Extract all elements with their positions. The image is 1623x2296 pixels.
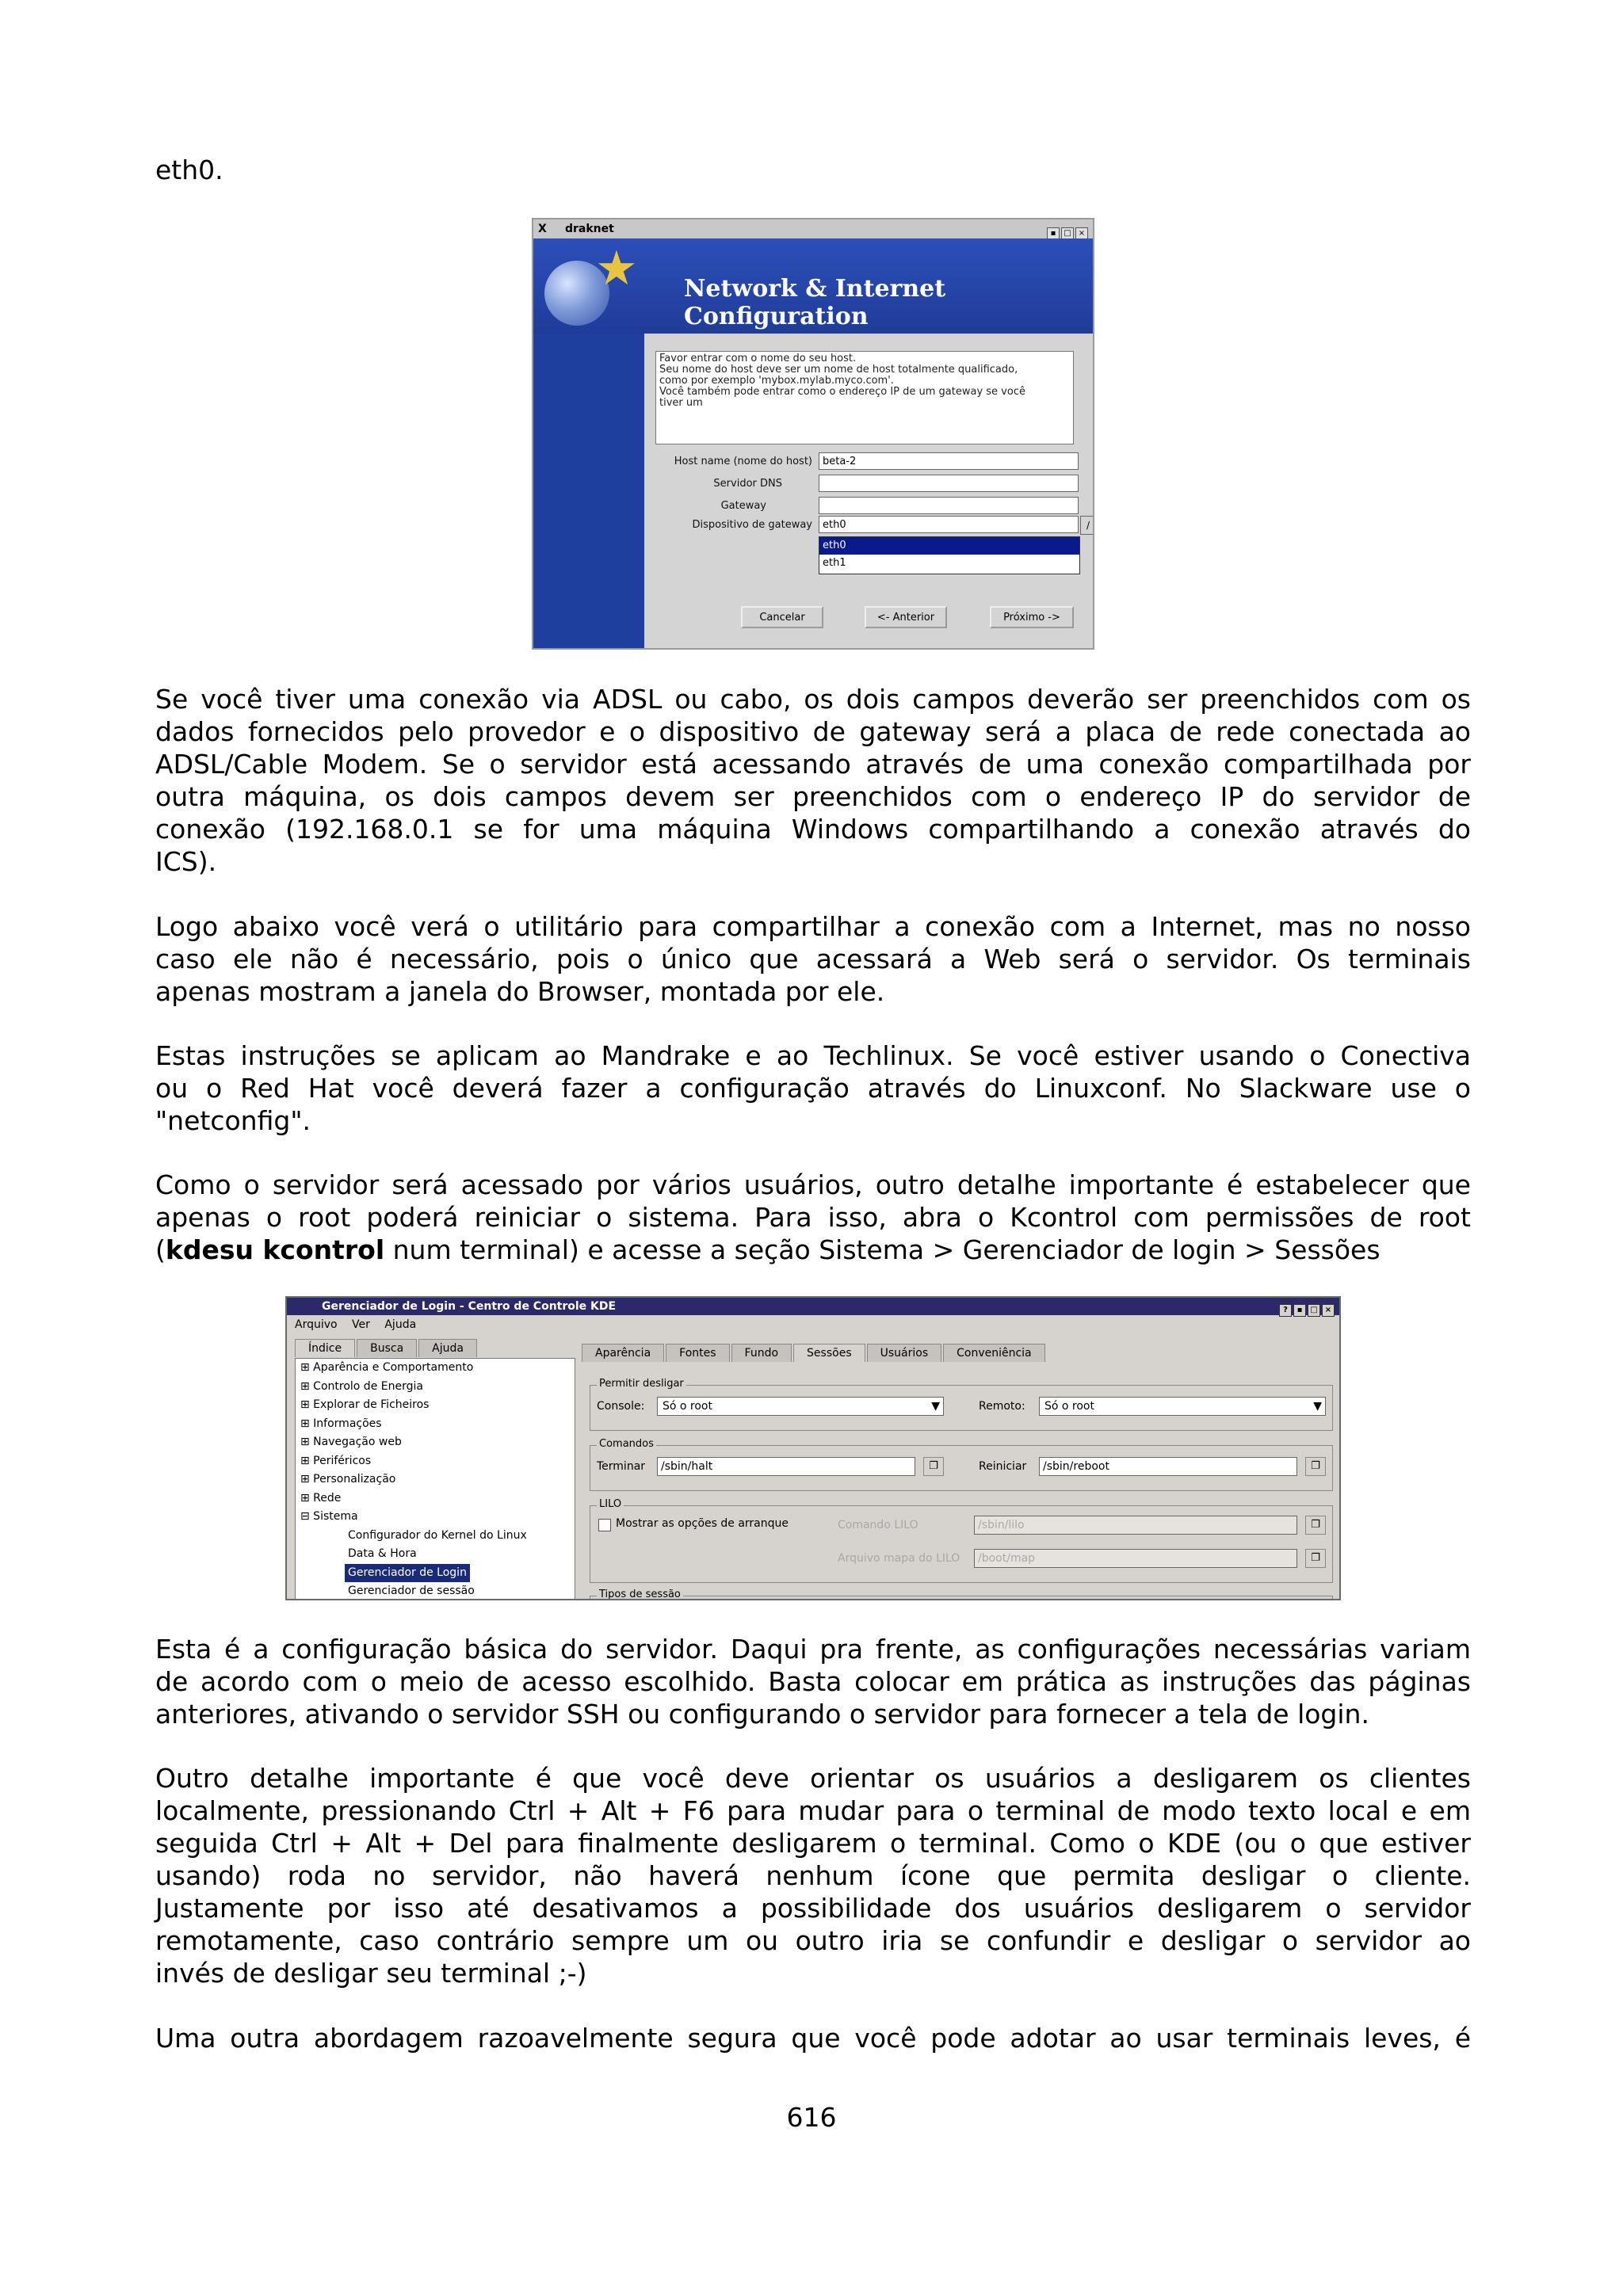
next-button[interactable]: Próximo -> (990, 606, 1074, 628)
halt-command-input[interactable]: /sbin/halt (657, 1457, 915, 1476)
combo-arrow-icon[interactable]: / (1080, 516, 1094, 535)
cancel-button[interactable]: Cancelar (741, 606, 823, 628)
reboot-label: Reiniciar (979, 1460, 1027, 1473)
kde-titlebar (287, 1298, 1339, 1315)
text-fragment: ( (155, 1234, 166, 1265)
paragraph-root (155, 1169, 1471, 1266)
dropdown-option-eth0[interactable]: eth0 (819, 537, 1079, 555)
text-line: Esta é a configuração básica do servidor. Daqui pra frente, as configurações necessárias variam (155, 1634, 1471, 1665)
gateway-device-dropdown[interactable] (819, 536, 1080, 574)
text-line: ICS). (155, 846, 217, 877)
minimize-button[interactable]: ▪ (1293, 1304, 1306, 1317)
text-line: seguida Ctrl + Alt + Del para finalmente desligarem o terminal. Como o KDE (ou o que estiver (155, 1828, 1471, 1859)
kde-menubar (287, 1315, 1339, 1334)
right-tabs (582, 1344, 1047, 1362)
lilo-map-label: Arquivo mapa do LILO (838, 1552, 960, 1565)
paragraph-approach (155, 2022, 1471, 2054)
tree-item[interactable]: ⊞ Personalização (300, 1473, 396, 1486)
draknet-titlebar (533, 219, 1093, 239)
paragraph-distros (155, 1039, 1471, 1137)
group-session-types (590, 1589, 1333, 1600)
tab-usuarios[interactable]: Usuários (867, 1344, 942, 1362)
text-line: apenas o root poderá reiniciar o sistema. Para isso, abra o Kcontrol com permissões de root (155, 1202, 1471, 1233)
tree-item[interactable]: Data & Hora (348, 1547, 417, 1560)
tab-conveniencia[interactable]: Conveniência (943, 1344, 1045, 1362)
host-message-box (655, 351, 1074, 444)
text-line: remotamente, caso contrário sempre um ou outro iria se confundir e desligar o servidor ao (155, 1925, 1471, 1956)
message-line: Você também pode entrar como o endereço IP de um gateway se você (659, 386, 1025, 398)
text-line: Como o servidor será acessado por vários usuários, outro detalhe importante é estabelecer que (155, 1169, 1471, 1200)
gateway-device-combo[interactable]: eth0 (819, 516, 1079, 533)
kdesu-command: kdesu kcontrol (165, 1234, 385, 1265)
dropdown-option-eth1[interactable]: eth1 (823, 557, 846, 569)
page-number: 616 (786, 2102, 837, 2133)
text-line: ou o Red Hat você deverá fazer a configuração através do Linuxconf. No Slackware use o (155, 1073, 1471, 1104)
close-button[interactable]: × (1322, 1304, 1335, 1317)
folder-icon[interactable]: ❐ (1305, 1549, 1326, 1568)
text-line: Se você tiver uma conexão via ADSL ou cabo, os dois campos deverão ser preenchidos com os (155, 684, 1471, 715)
lilo-map-input[interactable]: /boot/map (974, 1549, 1297, 1568)
text-line: Uma outra abordagem razoavelmente segura que você pode adotar ao usar terminais leves, é (155, 2023, 1471, 2054)
text-line: Estas instruções se aplicam ao Mandrake e ao Techlinux. Se você estiver usando o Conectiva (155, 1040, 1471, 1071)
text-line: anteriores, ativando o servidor SSH ou configurando o servidor para fornecer a tela de login. (155, 1699, 1369, 1730)
tree-item[interactable]: ⊞ Periféricos (300, 1454, 372, 1467)
back-button[interactable]: <- Anterior (865, 606, 947, 628)
menu-arquivo[interactable]: Arquivo (295, 1318, 338, 1331)
tab-aparencia[interactable]: Aparência (582, 1344, 664, 1362)
menu-ver[interactable]: Ver (352, 1318, 370, 1331)
tree-item[interactable]: ⊞ Informações (300, 1417, 382, 1430)
group-commands (590, 1438, 1333, 1491)
folder-icon[interactable]: ❐ (1305, 1457, 1326, 1476)
chevron-down-icon: ▼ (931, 1400, 940, 1413)
remote-label: Remoto: (979, 1400, 1025, 1413)
tree-item-selected[interactable]: Gerenciador de Login (345, 1564, 470, 1583)
tab-busca[interactable]: Busca (357, 1339, 417, 1357)
gateway-device-label: Dispositivo de gateway (692, 519, 812, 531)
text-line (155, 1234, 1471, 1266)
remote-combo[interactable] (1039, 1397, 1326, 1416)
message-line: Seu nome do host deve ser um nome de host totalmente qualificado, (659, 364, 1018, 376)
text-line: ADSL/Cable Modem. Se o servidor está acessando através de uma conexão compartilhada por (155, 749, 1471, 780)
console-combo[interactable] (657, 1397, 944, 1416)
module-tree (295, 1358, 575, 1600)
lilo-checkbox[interactable] (598, 1519, 611, 1531)
close-button[interactable]: × (1075, 227, 1088, 240)
maximize-button[interactable]: □ (1061, 227, 1074, 240)
console-label: Console: (597, 1400, 645, 1413)
text-line: Logo abaixo você verá o utilitário para compartilhar a conexão com a Internet, mas no nosso (155, 911, 1471, 942)
group-shutdown (590, 1378, 1333, 1431)
banner-title: Network & Internet Configuration (684, 275, 946, 330)
console-value: Só o root (663, 1400, 712, 1413)
text-line: apenas mostram a janela do Browser, montada por ele. (155, 976, 885, 1007)
tree-item[interactable]: ⊟ Sistema (300, 1510, 358, 1523)
tree-item[interactable]: ⊞ Controlo de Energia (300, 1379, 423, 1393)
tree-item[interactable]: Gerenciador de sessão (348, 1585, 475, 1597)
group-lilo-label: LILO (597, 1498, 624, 1510)
tree-item[interactable]: Configurador do Kernel do Linux (348, 1528, 527, 1542)
text-line: de acordo com o meio de acesso escolhido. Basta colocar em prática as instruções das páginas (155, 1666, 1471, 1697)
paragraph-basic-config (155, 1633, 1471, 1730)
lilo-command-label: Comando LILO (838, 1519, 918, 1531)
text-line: Outro detalhe importante é que você deve orientar os usuários a desligarem os clientes (155, 1763, 1471, 1794)
folder-icon[interactable]: ❐ (923, 1457, 944, 1476)
draknet-screenshot (532, 218, 1094, 650)
text-line: localmente, pressionando Ctrl + Alt + F6 para mudar para o terminal de modo texto local e em (155, 1795, 1471, 1826)
text-line: usando) roda no servidor, não haverá nenhum ícone que permita desligar o cliente. (155, 1860, 1471, 1891)
paragraph-adsl (155, 683, 1471, 878)
kde-control-center-screenshot (285, 1296, 1341, 1600)
chevron-down-icon: ▼ (1313, 1400, 1322, 1413)
lilo-checkbox-label: Mostrar as opções de arranque (616, 1517, 789, 1530)
dns-label: Servidor DNS (713, 478, 782, 490)
star-icon: ★ (595, 241, 638, 296)
text-line: conexão (192.168.0.1 se for uma máquina Windows compartilhando a conexão através do (155, 814, 1471, 845)
group-shutdown-label: Permitir desligar (597, 1378, 686, 1390)
tree-item[interactable]: ⊞ Aparência e Comportamento (300, 1361, 474, 1374)
message-line: como por exemplo 'mybox.mylab.myco.com'. (659, 375, 894, 387)
minimize-button[interactable]: ▪ (1047, 227, 1060, 240)
maximize-button[interactable]: □ (1308, 1304, 1320, 1317)
text-line: "netconfig". (155, 1105, 311, 1136)
group-session-types-label: Tipos de sessão (597, 1589, 683, 1600)
left-tabs (295, 1339, 479, 1357)
tab-fontes[interactable]: Fontes (666, 1344, 729, 1362)
hostname-field[interactable]: beta-2 (819, 452, 1079, 470)
group-commands-label: Comandos (597, 1438, 656, 1450)
paragraph-sharing (155, 910, 1471, 1008)
tab-indice[interactable]: Índice (295, 1339, 355, 1357)
lilo-command-input[interactable]: /sbin/lilo (974, 1516, 1297, 1535)
gateway-label: Gateway (720, 500, 766, 512)
x-logo-icon: X (538, 223, 547, 235)
tab-fundo[interactable]: Fundo (731, 1344, 792, 1362)
tree-item[interactable]: ⊞ Navegação web (300, 1436, 402, 1448)
text-line: outra máquina, os dois campos devem ser preenchidos com o endereço IP do servidor de (155, 781, 1471, 812)
text-line: caso ele não é necessário, pois o único que acessará a Web será o servidor. Os terminais (155, 944, 1471, 974)
help-button[interactable]: ? (1279, 1304, 1292, 1317)
halt-label: Terminar (597, 1460, 646, 1473)
tree-item[interactable]: ⊞ Rede (300, 1491, 342, 1505)
kde-window-title: Gerenciador de Login - Centro de Controle KDE (322, 1300, 617, 1313)
text-fragment: num terminal) e acesse a seção Sistema > Gerenciador de login > Sessões (384, 1234, 1381, 1265)
message-line: tiver um (659, 397, 703, 409)
remote-value: Só o root (1044, 1400, 1094, 1413)
menu-ajuda[interactable]: Ajuda (384, 1318, 417, 1331)
header-text: eth0. (155, 154, 223, 185)
folder-icon[interactable]: ❐ (1305, 1516, 1326, 1535)
draknet-window-title: draknet (565, 223, 614, 235)
text-line: invés de desligar seu terminal ;-) (155, 1958, 587, 1989)
text-line: Justamente por isso até desativamos a possibilidade dos usuários desligarem o servidor (155, 1893, 1471, 1924)
text-line: dados fornecidos pelo provedor e o dispositivo de gateway será a placa de rede conectada ao (155, 716, 1471, 747)
group-lilo (590, 1498, 1333, 1583)
draknet-sidebar (533, 334, 644, 648)
hostname-label: Host name (nome do host) (674, 456, 812, 467)
gateway-field[interactable] (819, 497, 1079, 514)
tab-ajuda[interactable]: Ajuda (418, 1339, 477, 1357)
reboot-command-input[interactable]: /sbin/reboot (1039, 1457, 1297, 1476)
message-line: Favor entrar com o nome do seu host. (659, 353, 857, 364)
tab-sessoes[interactable]: Sessões (793, 1344, 865, 1362)
dns-field[interactable] (819, 475, 1079, 492)
paragraph-shutdown (155, 1762, 1471, 1989)
tree-item[interactable]: ⊞ Explorar de Ficheiros (300, 1398, 430, 1411)
